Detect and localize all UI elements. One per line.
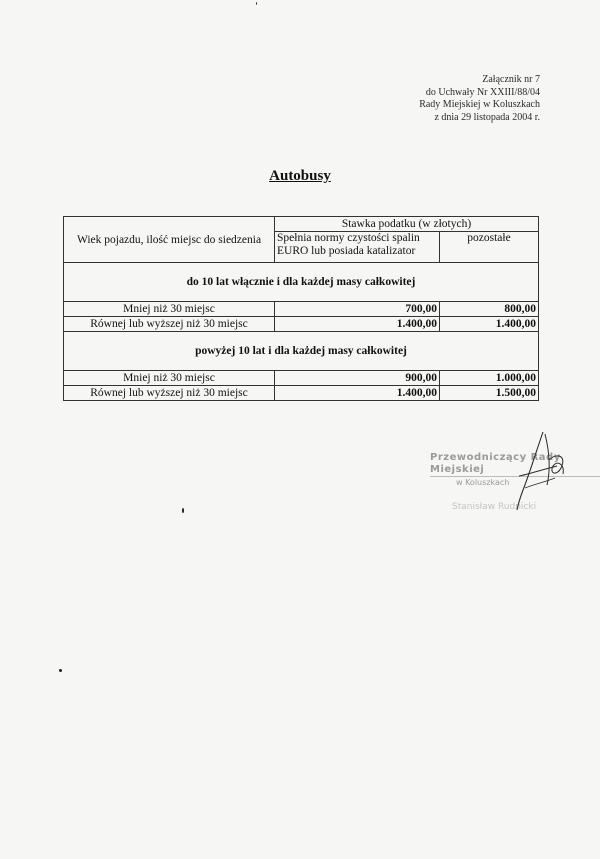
- scan-speck: [59, 669, 62, 672]
- row-label: Równej lub wyższej niż 30 miejsc: [64, 317, 275, 332]
- council-name: Rady Miejskiej w Koluszkach: [419, 99, 540, 110]
- section-heading-up-to-10-years: do 10 lat włącznie i dla każdej masy całkowitej: [64, 263, 539, 302]
- resolution-date: z dnia 29 listopada 2004 r.: [434, 111, 540, 123]
- table-row: [64, 302, 539, 317]
- euro-rate-value: 900,00: [275, 371, 440, 386]
- other-rate-value: 1.400,00: [440, 317, 539, 332]
- row-label: Mniej niż 30 miejsc: [64, 302, 275, 317]
- scan-speck: [182, 508, 184, 513]
- other-rate-value: 1.000,00: [440, 371, 539, 386]
- table-row: [64, 371, 539, 386]
- other-rate-value: 1.500,00: [440, 386, 539, 401]
- scan-speck: [256, 2, 257, 5]
- euro-rate-value: 700,00: [275, 302, 440, 317]
- euro-norm-header: Spełnia normy czystości spalin EURO lub posiada katalizator: [275, 232, 440, 263]
- other-rate-value: 800,00: [440, 302, 539, 317]
- section-heading-over-10-years: powyżej 10 lat i dla każdej masy całkowitej: [64, 332, 539, 371]
- tax-rate-header: Stawka podatku (w złotych): [275, 217, 539, 232]
- table-row: [64, 317, 539, 332]
- euro-rate-value: 1.400,00: [275, 386, 440, 401]
- age-seats-header: Wiek pojazdu, ilość miejsc do siedzenia: [64, 217, 275, 263]
- stamp-location: w Koluszkach: [456, 478, 510, 487]
- stamp-name: Stanisław Rudnicki: [452, 502, 537, 512]
- stamp-title: Przewodniczący Rady Miejskiej: [430, 452, 600, 477]
- other-header: pozostałe: [440, 232, 539, 263]
- attachment-note: [419, 74, 540, 124]
- resolution-number: do Uchwały Nr XXIII/88/04: [425, 86, 540, 98]
- page-title: Autobusy: [269, 168, 331, 184]
- euro-rate-value: 1.400,00: [275, 317, 440, 332]
- row-label: Równej lub wyższej niż 30 miejsc: [64, 386, 275, 401]
- tax-rate-table: [63, 216, 539, 401]
- attachment-number: Załącznik nr 7: [482, 74, 540, 85]
- row-label: Mniej niż 30 miejsc: [64, 371, 275, 386]
- handwritten-signature: [505, 430, 575, 520]
- table-row: [64, 386, 539, 401]
